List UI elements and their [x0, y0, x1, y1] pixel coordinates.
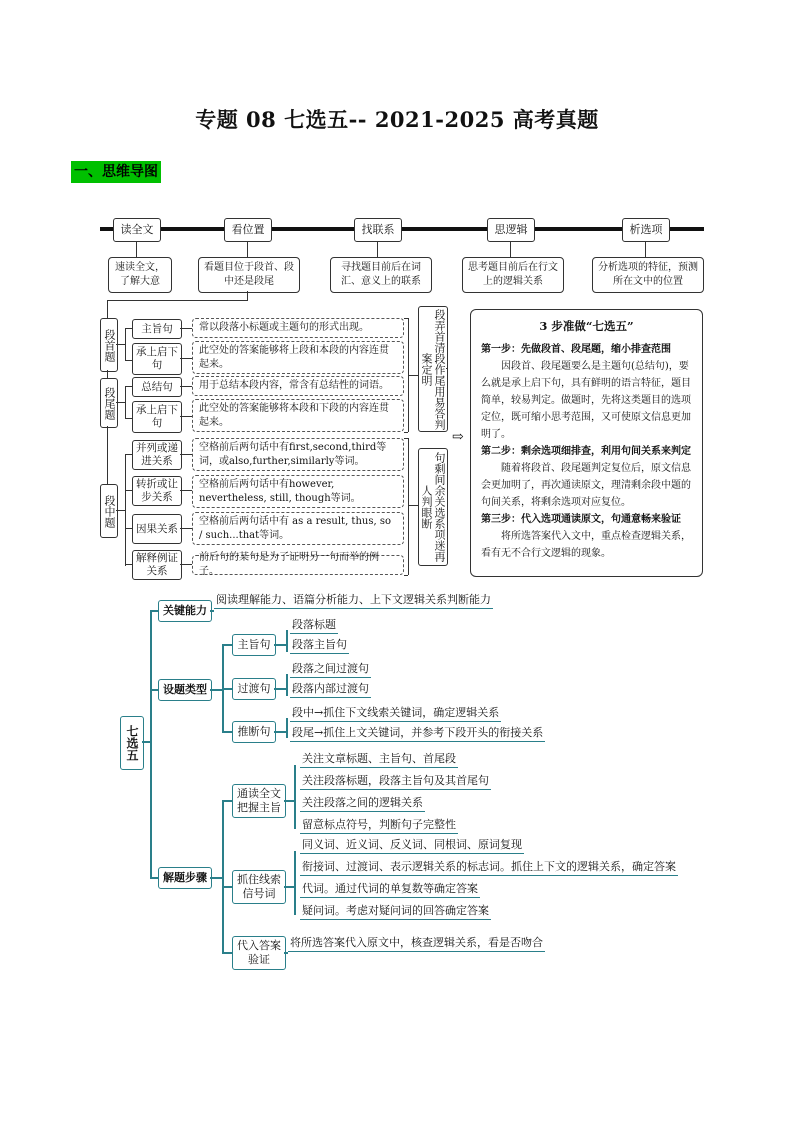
- desc-logic: 思考题目前后在行文上的逻辑关系: [462, 257, 564, 293]
- qt-trans-item-2: 段落内部过渡句: [290, 682, 371, 698]
- qt-infer: 推断句: [232, 721, 276, 743]
- key-ability: 关键能力: [158, 600, 212, 622]
- step-logic: 思逻辑: [487, 218, 535, 242]
- three-steps-box: [470, 309, 703, 577]
- note-start-end: 段弄首清段作尾用易答判案定明: [418, 306, 448, 432]
- type-example: 解释例证关系: [132, 550, 182, 580]
- type-cause-effect: 因果关系: [132, 514, 182, 544]
- question-types: 设题类型: [158, 679, 212, 701]
- desc-contrast: 空格前后两句话中有however, nevertheless, still, though等词。: [192, 475, 404, 508]
- qt-infer-item-1: 段中→抓住下文线索关键词，确定逻辑关系: [290, 706, 501, 722]
- step3-head: 第三步：代入选项通读原文，句通意畅来验证: [481, 514, 681, 525]
- type-transition-start: 承上启下句: [132, 343, 182, 375]
- s1-item-3: 关注段落之间的逻辑关系: [300, 796, 425, 812]
- qt-trans: 过渡句: [232, 678, 276, 700]
- mindmap-root: 七选五: [120, 716, 144, 770]
- desc-relation: 寻找题目前后在词汇、意义上的联系: [330, 257, 432, 293]
- step3-body: 将所选答案代入文中，重点检查逻辑关系，看有无不合行文逻辑的现象。: [481, 531, 691, 559]
- page-title: 专题 08 七选五-- 2021-2025 高考真题: [195, 107, 599, 132]
- desc-options: 分析选项的特征，预测所在文中的位置: [592, 257, 704, 293]
- group-paragraph-end: 段尾题: [100, 378, 118, 428]
- step1-head: 第一步：先做段首、段尾题，缩小排查范围: [481, 344, 671, 355]
- note-middle: 句剩间余关选系项迷再人判眼断: [418, 448, 448, 566]
- arrow-right-icon: ⇨: [452, 429, 464, 445]
- qt-trans-item-1: 段落之间过渡句: [290, 662, 371, 678]
- desc-transition-end: 此空处的答案能够将本段和下段的内容连贯起来。: [192, 399, 404, 432]
- step-read-grasp: 通读全文把握主旨: [232, 784, 286, 818]
- desc-summary: 用于总结本段内容，常含有总结性的词语。: [192, 376, 404, 396]
- steps-title: 3 步准做“七选五”: [539, 319, 634, 333]
- step-verify: 代入答案验证: [232, 936, 286, 970]
- s2-item-1: 同义词、近义词、反义词、同根词、原词复现: [300, 838, 524, 854]
- type-parallel: 并列或递进关系: [132, 440, 182, 470]
- qt-infer-item-2: 段尾→抓住上文关键词，并参考下段开头的衔接关系: [290, 726, 545, 742]
- step-read: 读全文: [113, 218, 161, 242]
- step-signal-words: 抓住线索信号词: [232, 870, 286, 904]
- step1-body: 因段首、段尾题要么是主题句(总结句)，要么就是承上启下句，具有鲜明的语言特征，题目简单，较易判定。做题时，先将这类题目的选项定位，既可缩小思考范围，又可使原文信息更加明了。: [481, 361, 691, 440]
- step-position: 看位置: [224, 218, 272, 242]
- group-paragraph-middle: 段中题: [100, 484, 118, 538]
- s1-item-4: 留意标点符号，判断句子完整性: [300, 818, 458, 834]
- type-transition-end: 承上启下句: [132, 401, 182, 433]
- desc-cause-effect: 空格前后两句话中有 as a result, thus, so / such...that等词。: [192, 512, 404, 545]
- type-summary: 总结句: [132, 377, 182, 397]
- s1-item-2: 关注段落标题，段落主旨句及其首尾句: [300, 774, 491, 790]
- desc-transition-start: 此空处的答案能够将上段和本段的内容连贯起来。: [192, 341, 404, 374]
- s2-item-3: 代词。通过代词的单复数等确定答案: [300, 882, 480, 898]
- s2-item-4: 疑问词。考虑对疑问词的回答确定答案: [300, 904, 491, 920]
- desc-read: 速读全文，了解大意: [108, 257, 172, 293]
- step-options: 析选项: [622, 218, 670, 242]
- desc-main-sentence: 常以段落小标题或主题句的形式出现。: [192, 318, 404, 338]
- step-relation: 找联系: [354, 218, 402, 242]
- section-heading: 一、思维导图: [71, 161, 161, 183]
- desc-example: 前后句的某句是为了证明另一句而举的例子。: [192, 555, 404, 575]
- desc-parallel: 空格前后两句话中有first,second,third等词，或also,further,similarly等词。: [192, 438, 404, 471]
- s2-item-2: 衔接词、过渡词、表示逻辑关系的标志词。抓住上下文的逻辑关系，确定答案: [300, 860, 678, 876]
- desc-position: 看题目位于段首、段中还是段尾: [198, 257, 300, 293]
- type-contrast: 转折或让步关系: [132, 476, 182, 506]
- type-main-sentence: 主旨句: [132, 319, 182, 339]
- s3-text: 将所选答案代入原文中，核查逻辑关系，看是否吻合: [288, 936, 545, 952]
- timeline-bar: [100, 227, 704, 231]
- key-ability-text: 阅读理解能力、语篇分析能力、上下文逻辑关系判断能力: [214, 593, 493, 609]
- solving-steps: 解题步骤: [158, 867, 212, 889]
- qt-main: 主旨句: [232, 634, 276, 656]
- s1-item-1: 关注文章标题、主旨句、首尾段: [300, 752, 458, 768]
- step2-body: 随着将段首、段尾题判定复位后，原文信息会更加明了，再次通读原文，理清剩余段中题的句间关系，将剩余选项对应复位。: [481, 463, 691, 508]
- group-paragraph-start: 段首题: [100, 318, 118, 372]
- qt-main-item-1: 段落标题: [290, 618, 338, 634]
- step2-head: 第二步：剩余选项细排查，利用句间关系来判定: [481, 446, 691, 457]
- qt-main-item-2: 段落主旨句: [290, 638, 349, 654]
